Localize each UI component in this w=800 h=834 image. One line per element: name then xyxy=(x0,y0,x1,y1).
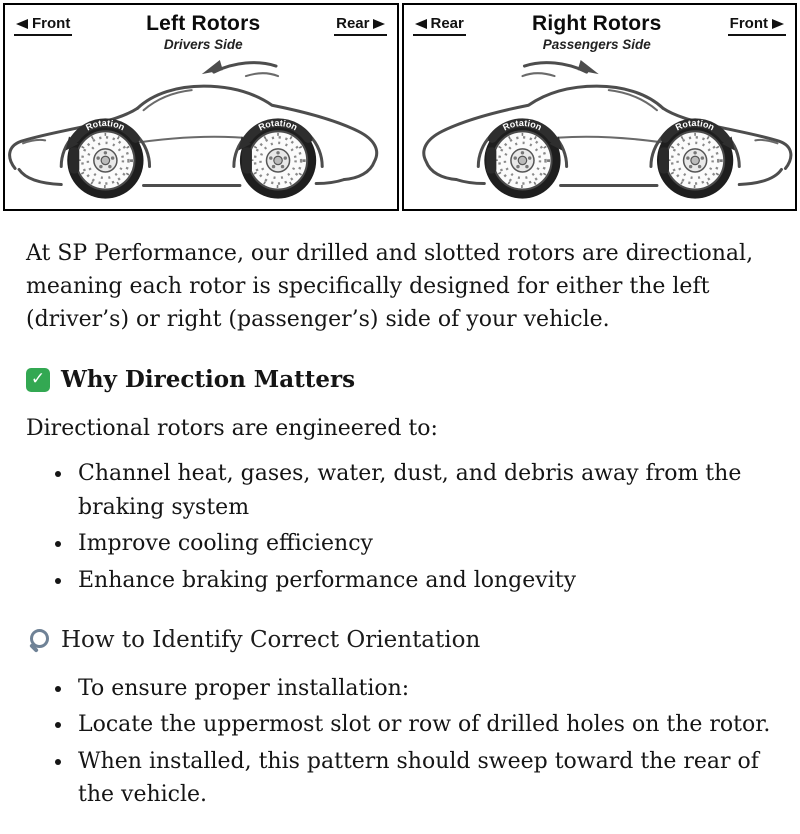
left-panel-title: Left Rotors xyxy=(146,12,261,35)
left-rotors-panel xyxy=(3,3,399,211)
left-arrow-icon xyxy=(415,19,427,29)
rear-direction-label xyxy=(413,15,466,36)
section1-bullet-list xyxy=(26,457,774,597)
rotation-label: Rotation xyxy=(673,117,716,133)
list-item: • Channel heat, gases, water, dust, and debris away from the braking system xyxy=(74,457,774,524)
left-panel-header xyxy=(5,5,397,52)
right-panel-header xyxy=(404,5,796,52)
right-rear-wheel xyxy=(484,118,567,199)
rear-direction-label xyxy=(334,15,387,36)
right-panel-title: Right Rotors xyxy=(531,12,662,35)
checkmark-icon: ✓ xyxy=(26,368,50,392)
rear-label-text: Rear xyxy=(430,15,464,32)
left-rear-wheel xyxy=(234,118,317,199)
heading-text: Why Direction Matters xyxy=(61,365,356,393)
right-car-illustration xyxy=(404,48,796,209)
left-arrow-icon xyxy=(16,19,28,29)
left-panel-subtitle: Drivers Side xyxy=(163,37,243,52)
list-item: • To ensure proper installation: xyxy=(74,672,774,705)
right-panel-title-block xyxy=(532,12,662,52)
left-panel-title-block xyxy=(146,12,260,52)
list-item: • Improve cooling efficiency xyxy=(74,527,774,560)
magnifier-icon xyxy=(26,628,52,654)
right-rotors-panel xyxy=(402,3,798,211)
section1-lead: Directional rotors are engineered to: xyxy=(26,415,438,441)
list-item: • Enhance braking performance and longevity xyxy=(74,564,774,597)
front-label-text: Front xyxy=(32,15,71,32)
rotation-label: Rotation xyxy=(84,117,127,133)
front-direction-label xyxy=(14,15,72,36)
list-item: • Locate the uppermost slot or row of drilled holes on the rotor. xyxy=(74,708,774,741)
front-direction-label xyxy=(728,15,786,36)
front-label-text: Front xyxy=(729,15,768,32)
rear-label-text: Rear xyxy=(336,15,370,32)
rotation-label: Rotation xyxy=(256,117,300,133)
right-arrow-icon xyxy=(373,19,385,29)
intro-paragraph: At SP Performance, our drilled and slotted rotors are directional, meaning each rotor is specifically designed for either the left (driver’s) or right (passenger’s) side of your vehicle. xyxy=(26,240,754,333)
list-item: • When installed, this pattern should sweep toward the rear of the vehicle. xyxy=(74,745,774,812)
section2-bullet-list xyxy=(26,672,774,812)
right-panel-subtitle: Passengers Side xyxy=(542,37,651,52)
orientation-heading xyxy=(26,623,774,658)
rotor-direction-diagram xyxy=(3,3,797,211)
why-direction-matters-heading xyxy=(26,363,774,398)
right-arrow-icon xyxy=(772,19,784,29)
article-body xyxy=(0,217,800,834)
heading-text: How to Identify Correct Orientation xyxy=(61,627,481,654)
left-car-illustration xyxy=(5,48,397,209)
rotation-label: Rotation xyxy=(500,117,544,133)
